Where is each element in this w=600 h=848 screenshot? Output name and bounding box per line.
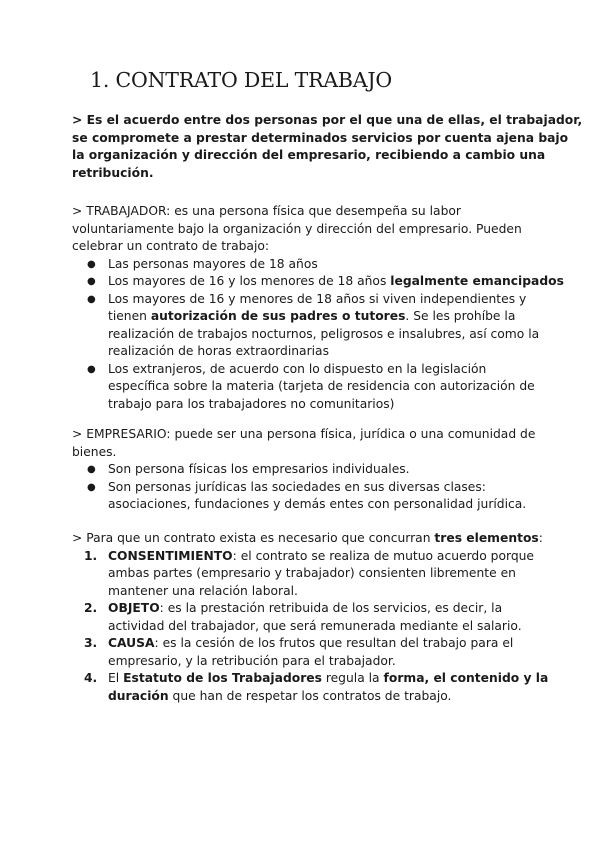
list-item-text: actividad del trabajador, que será remunerada mediante el salario. <box>108 618 522 633</box>
bold-text: forma, el contenido y la <box>383 671 549 685</box>
item-number: 2. <box>84 601 98 615</box>
bold-text: tres elementos <box>434 531 539 545</box>
list-item-text <box>108 308 532 326</box>
empresario-section <box>72 426 536 514</box>
list-item-text <box>108 600 532 618</box>
list-item-text <box>108 548 532 566</box>
list-item-text <box>108 273 564 291</box>
empresario-line: bienes. <box>72 444 117 459</box>
text-run: : el contrato se realiza de mutuo acuerdo porque <box>232 548 534 563</box>
text-run: : es la cesión de los frutos que resultan del trabajo para el <box>154 636 514 650</box>
trabajador-list <box>72 256 564 414</box>
elementos-line <box>72 530 543 548</box>
list-item-text: asociaciones, fundaciones y demás entes con personalidad jurídica. <box>108 497 527 511</box>
text-run: : es la prestación retribuida de los servicios, es decir, la <box>159 601 503 615</box>
elementos-list <box>72 548 549 706</box>
numbered-item <box>72 548 532 601</box>
numbered-item <box>72 670 549 705</box>
empresario-list <box>72 461 532 514</box>
bold-text: OBJETO <box>108 601 160 615</box>
list-item-text: específica sobre la materia (tarjeta de residencia con autorización de <box>108 379 535 393</box>
text-run: que han de respetar los contratos de trabajo. <box>168 688 452 703</box>
list-item-text: ambas partes (empresario y trabajador) consienten libremente en <box>108 566 516 580</box>
list-item-text: trabajo para los trabajadores no comunitarios) <box>108 396 395 411</box>
text-run: tienen <box>108 309 151 323</box>
empresario-line: > EMPRESARIO: puede ser una persona física, jurídica o una comunidad de <box>72 427 536 441</box>
numbered-item <box>72 600 532 635</box>
list-item-text: ● Las personas mayores de 18 años <box>108 256 318 271</box>
item-number: 1. <box>84 548 98 563</box>
intro-line: retribución. <box>72 165 154 180</box>
trabajador-line: celebrar un contrato de trabajo: <box>72 239 270 253</box>
bold-text: legalmente emancipados <box>390 274 564 288</box>
list-item-text: ● Los extranjeros, de acuerdo con lo dispuesto en la legislación <box>108 361 487 376</box>
list-item-text <box>108 670 549 688</box>
list-item <box>72 256 532 274</box>
item-number: 3. <box>84 636 98 650</box>
numbered-item <box>72 635 532 670</box>
list-item <box>72 361 535 414</box>
text-run: > Para que un contrato exista es necesario que concurran <box>72 531 435 545</box>
list-item <box>72 461 532 479</box>
list-item <box>72 273 564 291</box>
trabajador-line: voluntariamente bajo la organización y dirección del empresario. Pueden <box>72 221 522 236</box>
list-item-text: ● Son personas jurídicas las sociedades en sus diversas clases: <box>108 479 486 494</box>
list-item-text: empresario, y la retribución para el trabajador. <box>108 653 396 668</box>
item-number: 4. <box>84 671 98 685</box>
bold-text: CAUSA <box>108 636 155 650</box>
bold-text: Estatuto de los Trabajadores <box>123 671 322 685</box>
list-item-text: ● Los mayores de 16 y menores de 18 años si viven independientes y <box>108 291 527 306</box>
intro-line: > Es el acuerdo entre dos personas por el que una de ellas, el trabajador, <box>72 113 583 127</box>
page-title: 1. CONTRATO DEL TRABAJO <box>90 68 393 92</box>
trabajador-section <box>72 203 564 413</box>
list-item-text: ● Son persona físicas los empresarios individuales. <box>108 462 410 476</box>
bold-text: autorización de sus padres o tutores <box>150 309 406 323</box>
list-item-text: realización de trabajos nocturnos, peligrosos e insalubres, así como la <box>108 326 540 341</box>
text-run: El <box>108 671 124 685</box>
list-item <box>72 291 540 361</box>
text-run: regula la <box>321 671 384 685</box>
trabajador-line: > TRABAJADOR: es una persona física que desempeña su labor <box>72 204 461 218</box>
list-item-text: realización de horas extraordinarias <box>108 344 329 358</box>
text-run: . Se les prohíbe la <box>405 309 516 323</box>
list-item-text <box>108 635 532 653</box>
intro-line: se compromete a prestar determinados servicios por cuenta ajena bajo <box>72 130 569 145</box>
list-item <box>72 479 532 514</box>
list-item-text: mantener una relación laboral. <box>108 583 298 598</box>
intro-line: la organización y dirección del empresario, recibiendo a cambio una <box>72 148 546 162</box>
text-run: Los mayores de 16 y los menores de 18 años <box>108 274 391 288</box>
bold-text: duración <box>108 688 169 703</box>
intro-paragraph <box>72 112 583 182</box>
list-item-text <box>108 688 532 706</box>
text-run: : <box>538 531 543 545</box>
elementos-section <box>72 530 549 705</box>
bold-text: CONSENTIMIENTO <box>108 548 233 563</box>
